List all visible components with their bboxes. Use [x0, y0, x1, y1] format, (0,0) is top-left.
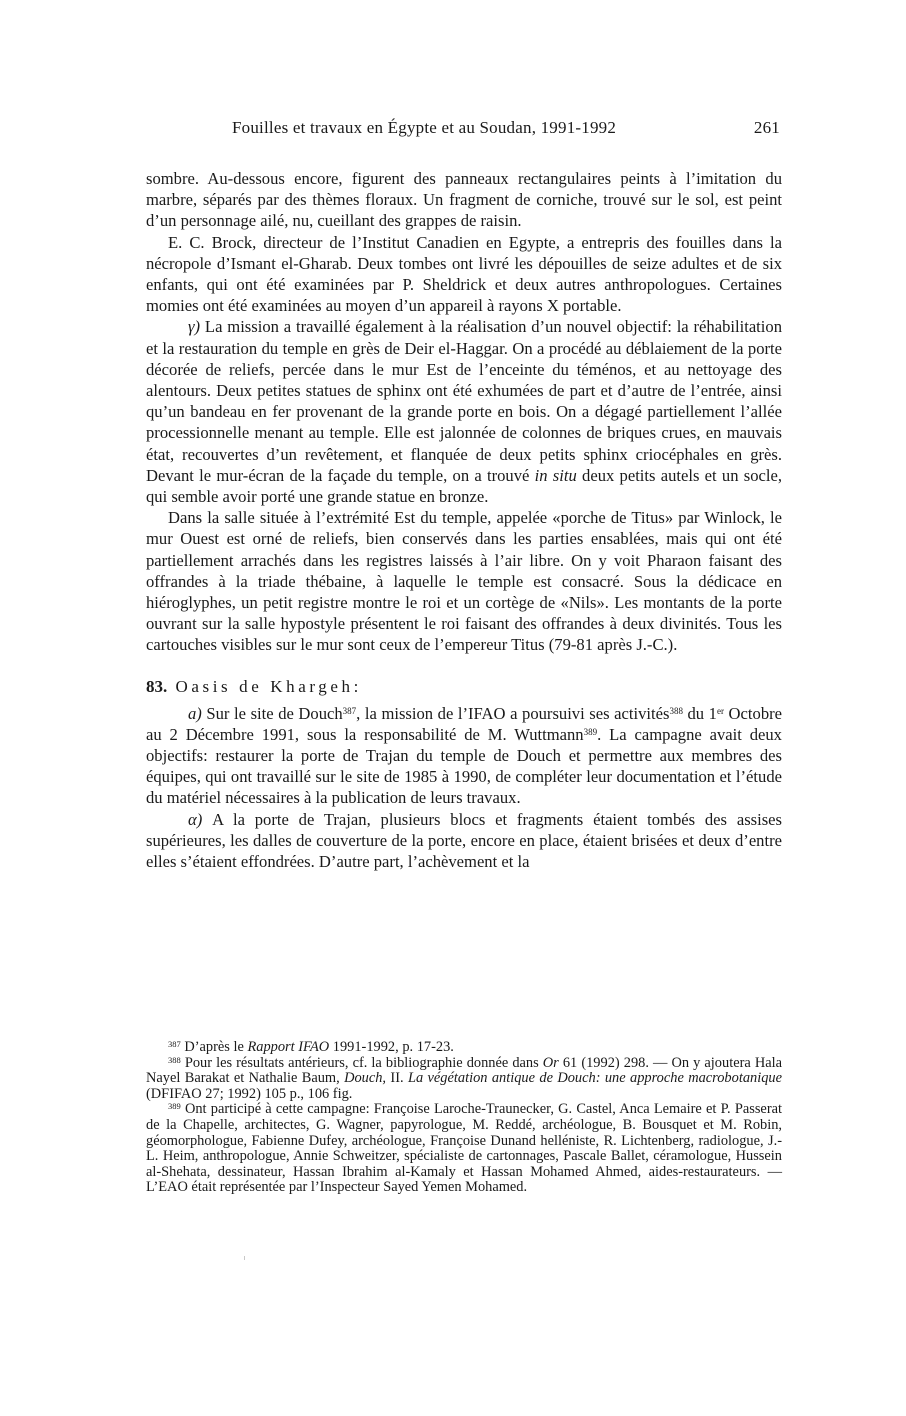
paragraph-titus: Dans la salle située à l’extrémité Est du temple, appelée «porche de Titus» par Winlock, le mur Ouest est orné de reliefs, bien conservés dans les parties ensablées, mais qui ont été partiellement arrachés dans les registres laissés à l’air libre. On y voit Pharaon faisant des offrandes à la triade thébaine, à laquelle le temple est consacré. Sous la dédicace en hiéroglyphes, un petit registre montre le roi et un cortège de «Nils». Les montants de la porte ouvrant sur la salle hypostyle présentent le roi faisant des offrandes à deux divinités. Tous les cartouches visibles sur le mur sont ceux de l’empereur Titus (79-81 après J.-C.). — [146, 508, 782, 655]
paragraph-douch-t2: , la mission de l’IFAO a poursuivi ses activités — [356, 703, 670, 723]
page-number: 261 — [753, 118, 780, 137]
paragraph-douch — [146, 703, 782, 809]
footnote-388-text-b: 61 (1992) 298. — On y ajoutera Hala Nayel Barakat et Nathalie Baum, — [146, 1054, 782, 1087]
paragraph-alpha — [146, 809, 782, 873]
list-label-a: a) — [188, 703, 202, 723]
running-head — [146, 118, 782, 146]
footnote-ref-389[interactable]: 389 — [583, 726, 598, 737]
footnote-388 — [146, 1056, 782, 1103]
footnote-389 — [146, 1102, 782, 1196]
section-number: 83. — [146, 676, 168, 696]
page-content — [146, 118, 782, 872]
footnote-389-text: Ont participé à cette campagne: Françoise Laroche-Traunecker, G. Castel, Anca Lemaire et P. Passerat de la Chapelle, architectes, G. Wagner, papyrologue, M. Reddé, archéologue, B. Bousquet et M. Robin, géomorphologue, Fabienne Dufey, archéologue, Françoise Dunand helléniste, R. Lichtenberg, radiologue, J.-L. Heim, anthropologue, Annie Schweitzer, spécialiste de cartonnages, Pascale Ballet, céramologue, Hussein al-Shehata, dessinateur, Hassan Ibrahim al-Kamaly et Hassan Mohamed Ahmed, aides-restaurateurs. — L’EAO était représentée par l’Inspecteur Sayed Yemen Mohamed. — [146, 1101, 782, 1196]
footnote-387-mark: 387 — [168, 1039, 181, 1049]
footnote-388-italic-douch: Douch, — [344, 1070, 387, 1087]
paragraph-alpha-text: A la porte de Trajan, plusieurs blocs et fragments étaient tombés des assises supérieures, les dalles de couverture de la porte, encore en place, étaient brisées et deux d’entre elles s’étaient effondrées. D’autre part, l’achèvement et la — [146, 809, 782, 872]
footnotes — [146, 1040, 782, 1196]
paragraph-continued: sombre. Au-dessous encore, figurent des panneaux rectangulaires peints à l’imitation du marbre, séparés par des thèmes floraux. Un fragment de corniche, trouvé sur le sol, est peint d’un personnage ailé, nu, cueillant des grappes de raisin. — [146, 169, 782, 231]
footnote-389-mark: 389 — [168, 1101, 181, 1112]
body-text — [146, 168, 782, 872]
footnote-ref-388[interactable]: 388 — [669, 705, 683, 716]
footnote-387-italic: Rapport IFAO — [247, 1039, 330, 1055]
list-label-gamma: γ) — [188, 317, 201, 337]
paragraph-douch-t4: Octobre au 2 Décembre 1991, sous la responsabilité de M. Wuttmann — [146, 703, 783, 744]
footnote-388-mark: 388 — [168, 1054, 181, 1065]
paragraph-gamma-text-b: deux petits autels et un socle, qui semble avoir porté une grande statue en bronze. — [146, 465, 782, 507]
section-title: Oasis de Khargeh: — [175, 676, 362, 696]
paragraph-brock: E. C. Brock, directeur de l’Institut Canadien en Egypte, a entrepris des fouilles dans la nécropole d’Ismant el-Gharab. Deux tombes ont livré les dépouilles de seize adultes et de six enfants, qui ont été examinées par P. Sheldrick et deux autres anthropologues. Certaines momies ont été examinées au moyen d’un appareil à rayons X portable. — [146, 232, 782, 316]
paragraph-gamma — [146, 316, 782, 507]
footnote-388-italic-title: La végétation antique de Douch: une approche macrobotanique — [407, 1070, 782, 1087]
footnote-388-text-c: II. — [386, 1070, 408, 1087]
scan-mark — [244, 1256, 245, 1260]
footnote-388-text-a: Pour les résultats antérieurs, cf. la bibliographie donnée dans — [180, 1054, 543, 1071]
footnote-387 — [146, 1040, 782, 1056]
ordinal-suffix: er — [716, 705, 724, 716]
running-title: Fouilles et travaux en Égypte et au Soudan, 1991-1992 — [232, 118, 617, 137]
footnote-388-text-d: (DFIFAO 27; 1992) 105 p., 106 fig. — [146, 1085, 353, 1102]
footnote-387-text-b: 1991-1992, p. 17-23. — [329, 1039, 454, 1055]
footnote-388-italic-or: Or — [542, 1054, 559, 1071]
paragraph-gamma-text-a: La mission a travaillé également à la réalisation d’un nouvel objectif: la réhabilitation et la restauration du temple en grès de Deir el-Haggar. On a procédé au déblaiement de la porte décorée de reliefs, percée dans le mur Est de l’enceinte du téménos, et au nettoyage des alentours. Deux petites statues de sphinx ont été exhumées de part et d’autre de l’entrée, ainsi qu’un bandeau en fer provenant de la grande porte en bois. On a dégagé partiellement l’allée processionnelle menant au temple. Elle est jalonnée de colonnes de briques crues, en mauvais état, recouvertes d’un revêtement, et flanquée de deux petits sphinx criocéphales en grès. Devant le mur-écran de la façade du temple, on a trouvé — [146, 317, 782, 485]
list-label-alpha: α) — [188, 809, 203, 829]
paragraph-douch-t3: du 1 — [682, 703, 717, 723]
footnote-ref-387[interactable]: 387 — [342, 705, 357, 716]
paragraph-douch-t1: Sur le site de Douch — [201, 703, 343, 723]
section-heading — [146, 675, 782, 699]
footnote-387-text-a: D’après le — [180, 1039, 248, 1055]
italic-in-situ: in situ — [534, 465, 577, 485]
paragraph-douch-t5: . La campagne avait deux objectifs: restaurer la porte de Trajan du temple de Douch et permettre aux membres des équipes, qui ont travaillé sur le site de 1985 à 1990, de compléter leur documentation et l’étude du matériel nécessaires à la publication de leurs travaux. — [146, 724, 782, 808]
